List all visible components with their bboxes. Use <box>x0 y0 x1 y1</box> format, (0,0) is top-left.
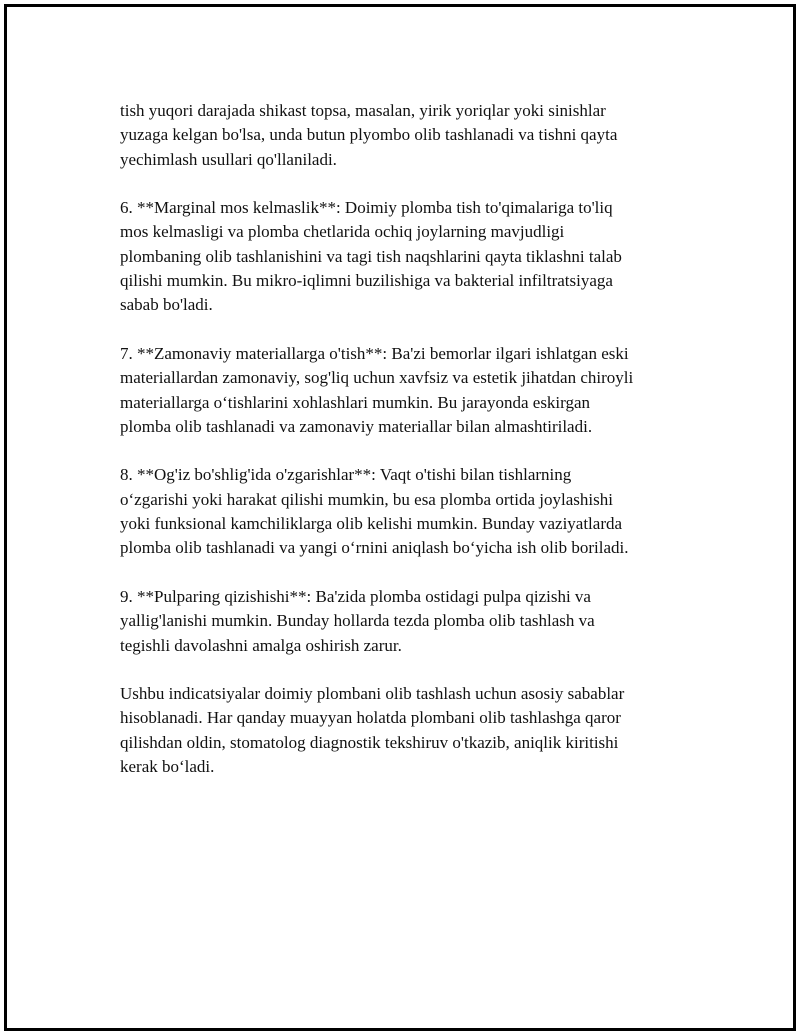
text-line: materiallardan zamonaviy, sog'liq uchun xavfsiz va estetik jihatdan chiroyli <box>120 368 634 388</box>
text-line: qilishdan oldin, stomatolog diagnostik tekshiruv o'tkazib, aniqlik kiritishi <box>120 732 619 752</box>
text-line: 9. **Pulparing qizishishi**: Ba'zida plomba ostidagi pulpa qizishi va <box>120 586 591 606</box>
text-line: plomba olib tashlanadi va zamonaviy materiallar bilan almashtiriladi. <box>120 416 593 436</box>
paragraph-item-7 <box>120 342 700 439</box>
paragraph-item-8 <box>120 463 700 560</box>
text-line: hisoblanadi. Har qanday muayyan holatda plombani olib tashlashga qaror <box>120 708 621 728</box>
text-line: yallig'lanishi mumkin. Bunday hollarda tezda plomba olib tashlash va <box>120 611 595 631</box>
text-line: mos kelmasligi va plomba chetlarida ochiq joylarning mavjudligi <box>120 222 565 242</box>
text-line: 7. **Zamonaviy materiallarga o'tish**: Ba'zi bemorlar ilgari ishlatgan eski <box>120 343 629 363</box>
text-line: Ushbu indicatsiyalar doimiy plombani olib tashlash uchun asosiy sabablar <box>120 684 625 704</box>
paragraph-conclusion <box>120 682 700 779</box>
text-line: sabab bo'ladi. <box>120 295 213 315</box>
paragraph-continuation <box>120 99 700 172</box>
document-body <box>120 99 700 804</box>
page-frame <box>4 4 796 1031</box>
text-line: tegishli davolashni amalga oshirish zarur. <box>120 635 402 655</box>
text-line: qilishi mumkin. Bu mikro-iqlimni buzilishiga va bakterial infiltratsiyaga <box>120 271 613 291</box>
text-line: plomba olib tashlanadi va yangi o‘rnini aniqlash bo‘yicha ish olib boriladi. <box>120 538 629 558</box>
text-line: 8. **Og'iz bo'shlig'ida o'zgarishlar**: Vaqt o'tishi bilan tishlarning <box>120 465 572 485</box>
paragraph-item-6 <box>120 196 700 317</box>
text-line: 6. **Marginal mos kelmaslik**: Doimiy plomba tish to'qimalariga to'liq <box>120 198 613 218</box>
text-line: yuzaga kelgan bo'lsa, unda butun plyombo olib tashlanadi va tishni qayta <box>120 125 618 145</box>
text-line: tish yuqori darajada shikast topsa, masalan, yirik yoriqlar yoki sinishlar <box>120 101 606 120</box>
text-line: plombaning olib tashlanishini va tagi tish naqshlarini qayta tiklashni talab <box>120 246 622 266</box>
text-line: yoki funksional kamchiliklarga olib kelishi mumkin. Bunday vaziyatlarda <box>120 514 623 534</box>
paragraph-item-9 <box>120 585 700 658</box>
text-line: yechimlash usullari qo'llaniladi. <box>120 149 337 169</box>
text-line: o‘zgarishi yoki harakat qilishi mumkin, bu esa plomba ortida joylashishi <box>120 489 613 509</box>
text-line: materiallarga o‘tishlarini xohlashlari mumkin. Bu jarayonda eskirgan <box>120 392 591 412</box>
text-line: kerak bo‘ladi. <box>120 757 215 777</box>
